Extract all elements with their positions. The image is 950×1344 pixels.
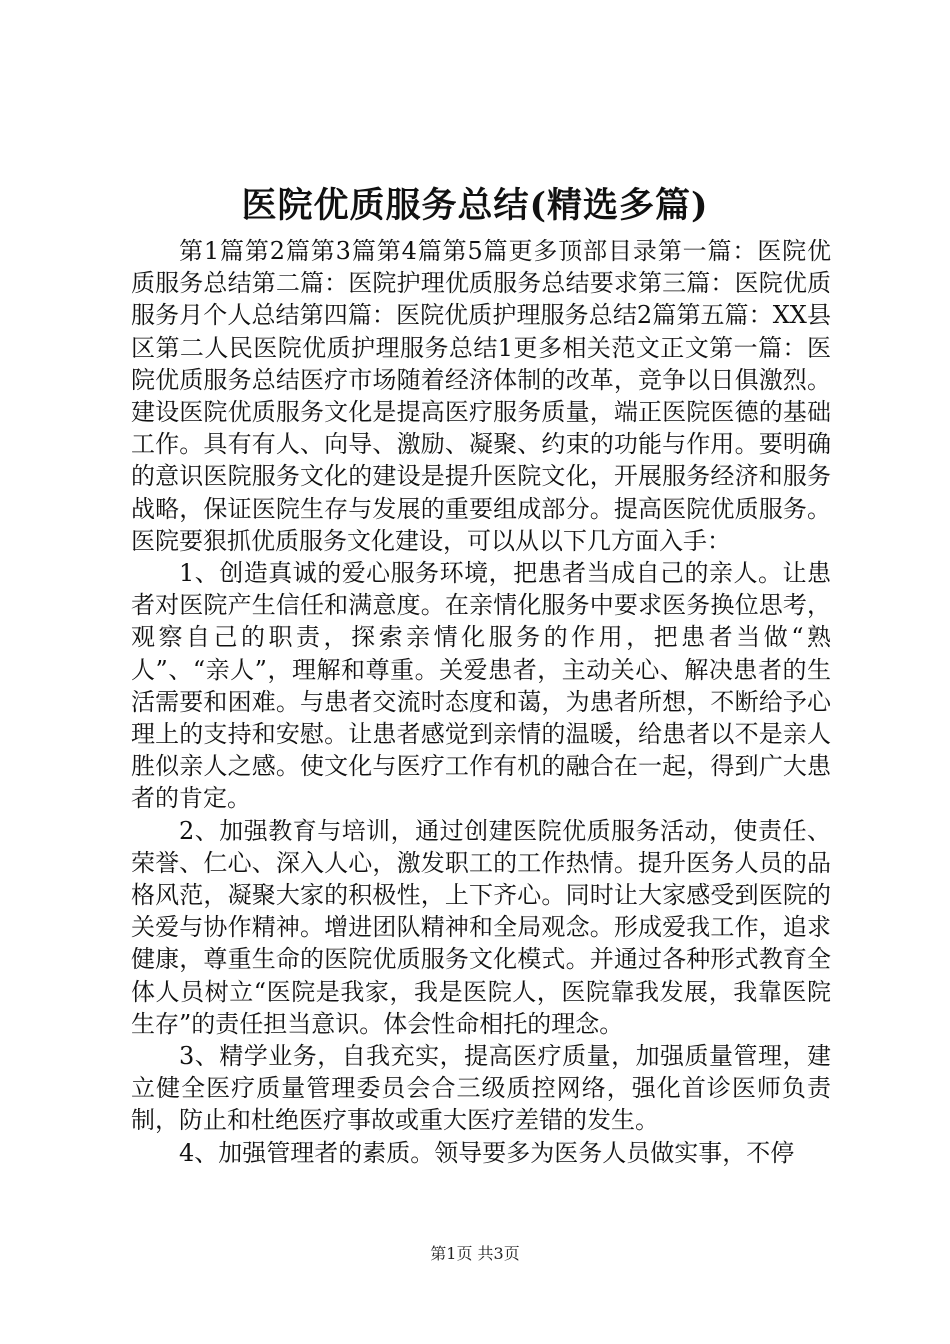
document-body — [131, 235, 831, 1169]
paragraph-point-1: 1、创造真诚的爱心服务环境，把患者当成自己的亲人。让患者对医院产生信任和满意度。在亲情化服务中要求医务换位思考，观察自己的职责，探索亲情化服务的作用，把患者当做“熟人”、“亲人”，理解和尊重。关爱患者，主动关心、解决患者的生活需要和困难。与患者交流时态度和蔼，为患者所想，不断给予心理上的支持和安慰。让患者感觉到亲情的温暖，给患者以不是亲人胜似亲人之感。使文化与医疗工作有机的融合在一起，得到广大患者的肯定。 — [131, 559, 831, 813]
page-footer: 第1页 共3页 — [430, 1244, 520, 1263]
paragraph-point-2: 2、加强教育与培训，通过创建医院优质服务活动，使责任、荣誉、仁心、深入人心，激发职工的工作热情。提升医务人员的品格风范，凝聚大家的积极性，上下齐心。同时让大家感受到医院的关爱与协作精神。增进团队精神和全局观念。形成爱我工作，追求健康，尊重生命的医院优质服务文化模式。并通过各种形式教育全体人员树立“医院是我家，我是医院人，医院靠我发展，我靠医院生存”的责任担当意识。体会性命相托的理念。 — [131, 816, 831, 1038]
paragraph-intro: 第1篇第2篇第3篇第4篇第5篇更多顶部目录第一篇：医院优质服务总结第二篇：医院护理优质服务总结要求第三篇：医院优质服务月个人总结第四篇：医院优质护理服务总结2篇第五篇：XX县区第二人民医院优质护理服务总结1更多相关范文正文第一篇：医院优质服务总结医疗市场随着经济体制的改革，竞争以日俱激烈。建设医院优质服务文化是提高医疗服务质量，端正医院医德的基础工作。具有有人、向导、激励、凝聚、约束的功能与作用。要明确的意识医院服务文化的建设是提升医院文化，开展服务经济和服务战略，保证医院生存与发展的重要组成部分。提高医院优质服务。医院要狠抓优质服务文化建设，可以从以下几方面入手： — [131, 237, 831, 555]
document-title: 医院优质服务总结(精选多篇) — [241, 185, 709, 226]
paragraph-point-3: 3、精学业务，自我充实，提高医疗质量，加强质量管理，建立健全医疗质量管理委员会合三级质控网络，强化首诊医师负责制，防止和杜绝医疗事故或重大医疗差错的发生。 — [131, 1042, 831, 1135]
paragraph-point-4: 4、加强管理者的素质。领导要多为医务人员做实事，不停 — [179, 1138, 795, 1167]
